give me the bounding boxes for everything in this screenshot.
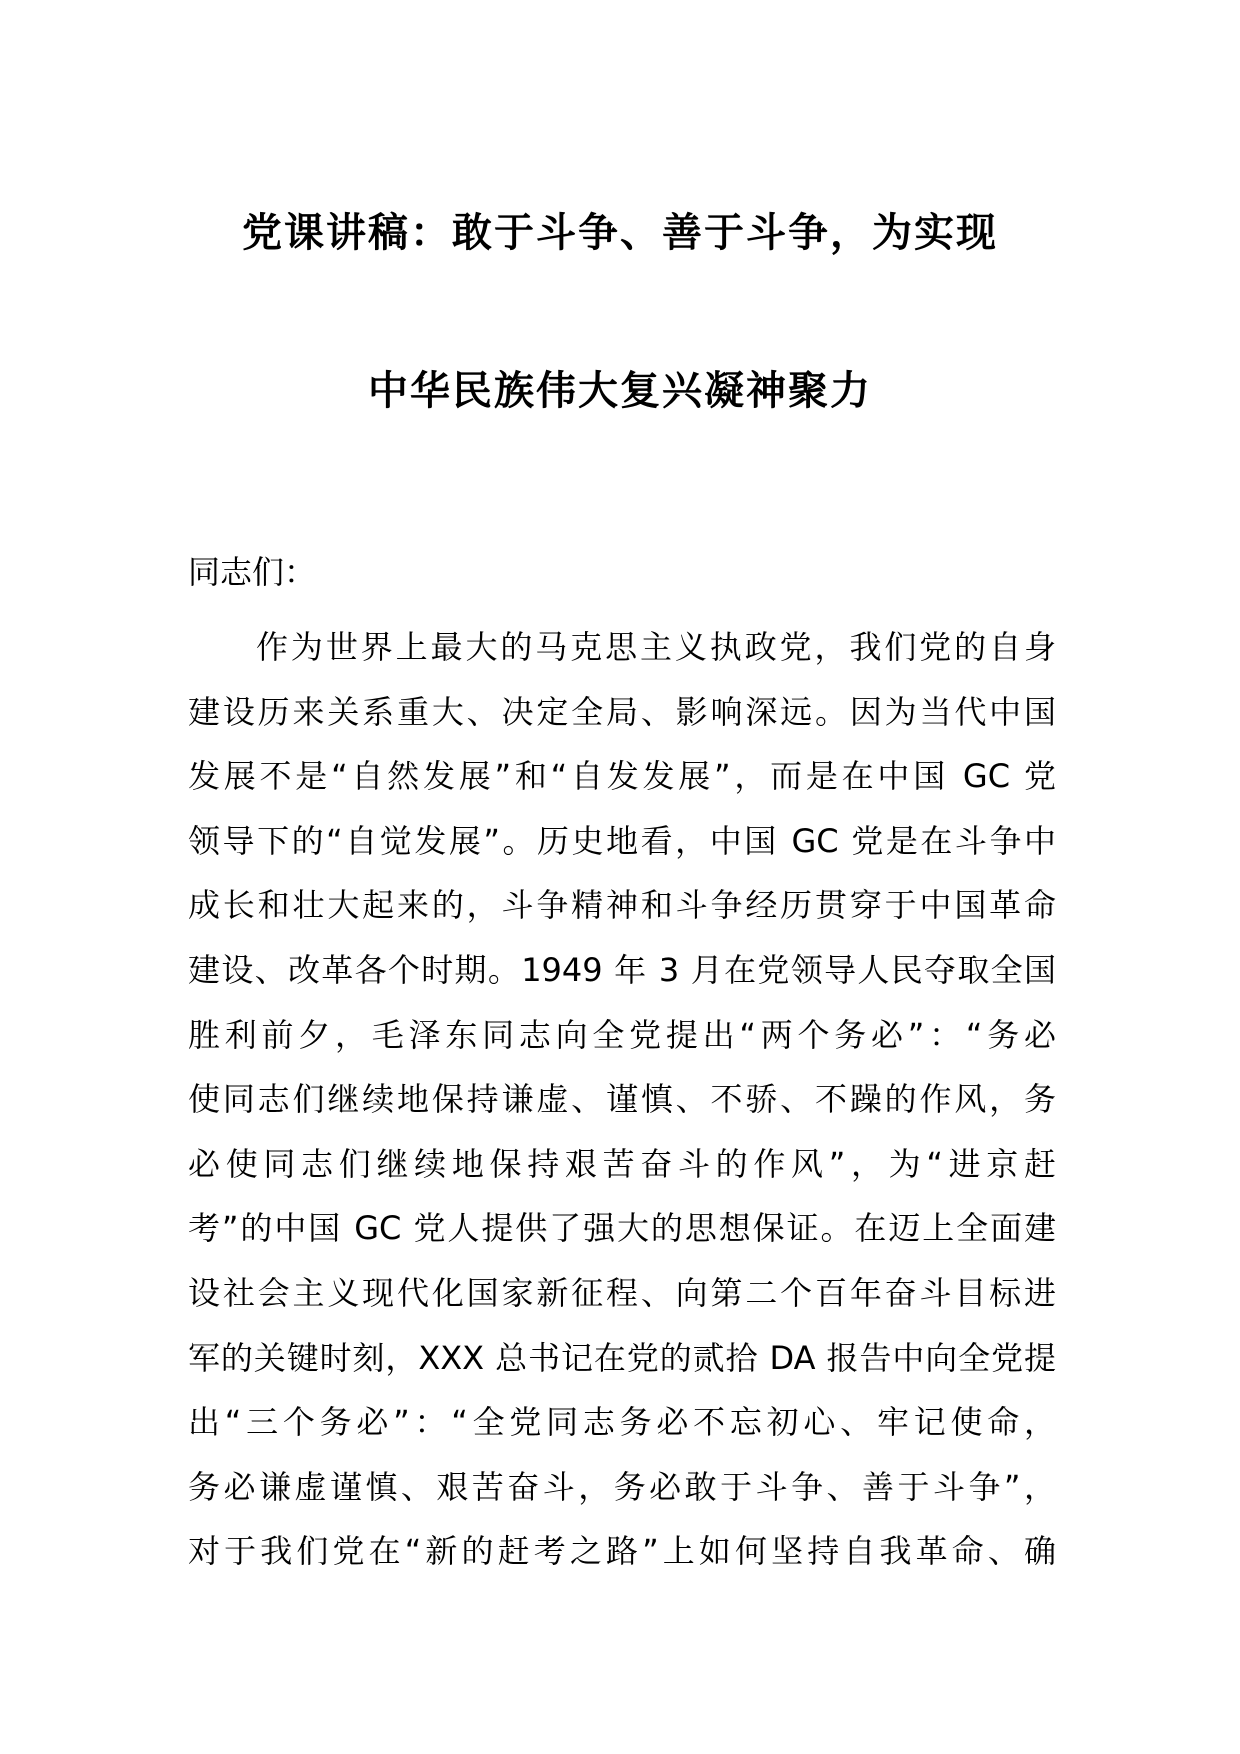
body-paragraph [188,615,1056,1584]
paragraph-line: 考”的中国 GC 党人提供了强大的思想保证。在迈上全面建 [188,1209,1056,1248]
paragraph-line: 领导下的“自觉发展”。历史地看，中国 GC 党是在斗争中 [188,821,1056,860]
paragraph-line: 对于我们党在“新的赶考之路”上如何坚持自我革命、确 [188,1532,1056,1571]
paragraph-line: 设社会主义现代化国家新征程、向第二个百年奋斗目标进 [188,1273,1056,1312]
paragraph-line: 胜利前夕，毛泽东同志向全党提出“两个务必”：“务必 [188,1015,1056,1054]
paragraph-line: 军的关键时刻，XXX 总书记在党的贰拾 DA 报告中向全党提 [188,1338,1056,1377]
paragraph-line: 作为世界上最大的马克思主义执政党，我们党的自身 [256,628,1056,666]
paragraph-line: 出“三个务必”：“全党同志务必不忘初心、牢记使命， [188,1403,1056,1442]
paragraph-line: 成长和壮大起来的，斗争精神和斗争经历贯穿于中国革命 [188,886,1056,925]
paragraph-line: 务必谦虚谨慎、艰苦奋斗，务必敢于斗争、善于斗争”， [188,1467,1056,1506]
document-title-line-1: 党课讲稿：敢于斗争、善于斗争，为实现 [242,210,998,256]
paragraph-line: 建设历来关系重大、决定全局、影响深远。因为当代中国 [188,692,1056,731]
paragraph-line: 发展不是“自然发展”和“自发发展”，而是在中国 GC 党 [188,757,1056,796]
paragraph-line: 建设、改革各个时期。1949 年 3 月在党领导人民夺取全国 [188,950,1056,989]
document-title-line-2: 中华民族伟大复兴凝神聚力 [368,368,872,414]
salutation: 同志们： [188,553,317,591]
paragraph-line: 使同志们继续地保持谦虚、谨慎、不骄、不躁的作风，务 [188,1080,1056,1119]
paragraph-line: 必使同志们继续地保持艰苦奋斗的作风”，为“进京赶 [188,1144,1056,1183]
